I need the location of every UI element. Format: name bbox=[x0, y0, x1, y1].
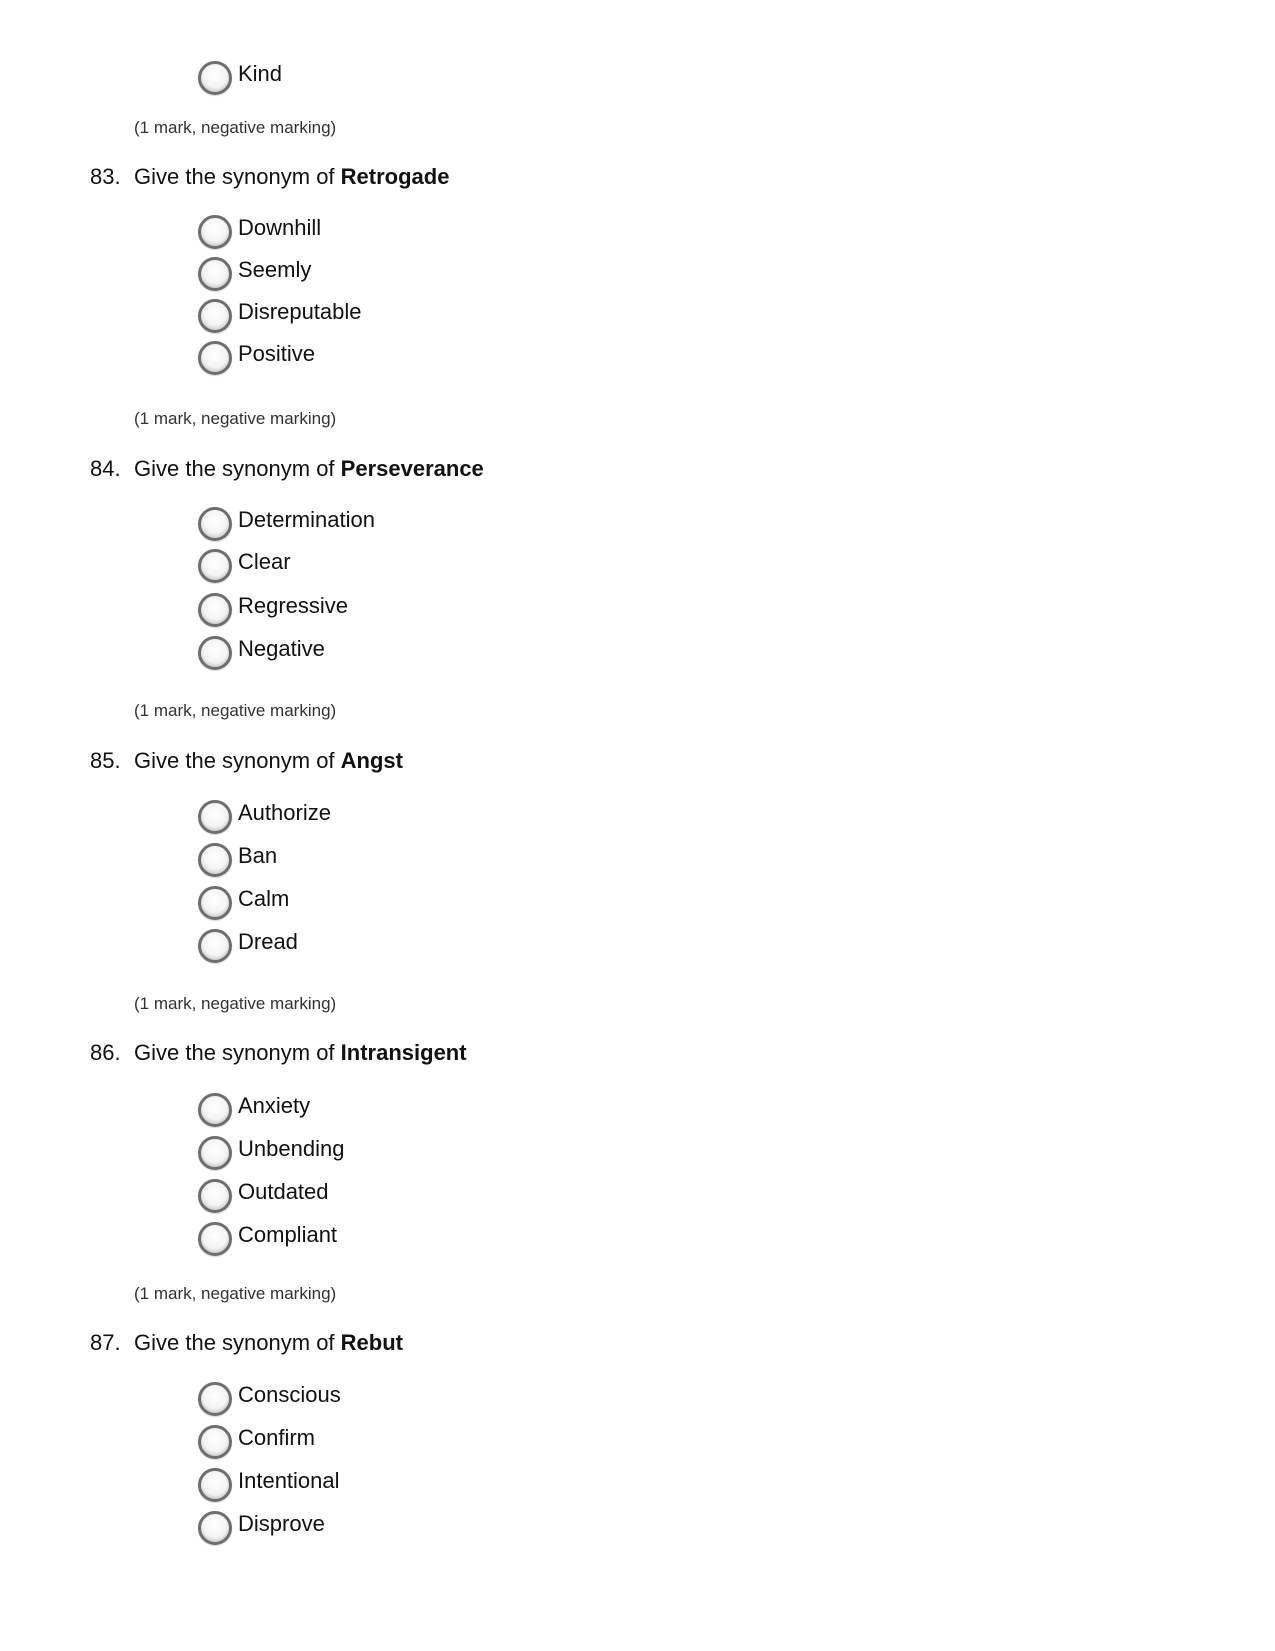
question-87 bbox=[90, 1330, 403, 1356]
option-ban[interactable] bbox=[198, 840, 277, 880]
radio-button[interactable] bbox=[198, 1511, 232, 1545]
option-disreputable[interactable] bbox=[198, 296, 362, 336]
option-determination[interactable] bbox=[198, 504, 375, 544]
marks-note: (1 mark, negative marking) bbox=[134, 409, 337, 428]
marks-note: (1 mark, negative marking) bbox=[134, 701, 337, 720]
question-term: Retrogade bbox=[340, 164, 450, 189]
option-label: Regressive bbox=[238, 593, 349, 618]
marks-note: (1 mark, negative marking) bbox=[134, 994, 337, 1013]
question-prefix: Give the synonym of bbox=[134, 1330, 335, 1355]
option-label: Confirm bbox=[238, 1425, 316, 1450]
option-label: Disprove bbox=[238, 1511, 325, 1536]
question-number: 85. bbox=[90, 748, 121, 773]
radio-button[interactable] bbox=[198, 800, 232, 834]
option-label: Ban bbox=[238, 843, 278, 868]
option-label: Negative bbox=[238, 636, 325, 661]
option-confirm[interactable] bbox=[198, 1422, 315, 1462]
option-label: Seemly bbox=[238, 257, 312, 282]
option-label: Kind bbox=[238, 61, 283, 86]
option-positive[interactable] bbox=[198, 338, 315, 378]
option-label: Conscious bbox=[238, 1382, 341, 1407]
option-regressive[interactable] bbox=[198, 590, 348, 630]
option-label: Outdated bbox=[238, 1179, 329, 1204]
radio-button[interactable] bbox=[198, 507, 232, 541]
option-label: Intentional bbox=[238, 1468, 340, 1493]
question-prefix: Give the synonym of bbox=[134, 748, 335, 773]
question-number: 86. bbox=[90, 1040, 121, 1065]
question-number: 83. bbox=[90, 164, 121, 189]
radio-button[interactable] bbox=[198, 1093, 232, 1127]
radio-button[interactable] bbox=[198, 929, 232, 963]
option-label: Clear bbox=[238, 549, 291, 574]
question-83 bbox=[90, 164, 449, 190]
question-prefix: Give the synonym of bbox=[134, 456, 335, 481]
radio-button[interactable] bbox=[198, 593, 232, 627]
radio-button[interactable] bbox=[198, 1468, 232, 1502]
option-disprove[interactable] bbox=[198, 1508, 325, 1548]
radio-button[interactable] bbox=[198, 549, 232, 583]
option-dread[interactable] bbox=[198, 926, 298, 966]
radio-button[interactable] bbox=[198, 257, 232, 291]
option-intentional[interactable] bbox=[198, 1465, 340, 1505]
option-label: Downhill bbox=[238, 215, 322, 240]
option-label: Unbending bbox=[238, 1136, 345, 1161]
option-label: Authorize bbox=[238, 800, 331, 825]
option-unbending[interactable] bbox=[198, 1133, 344, 1173]
option-seemly[interactable] bbox=[198, 254, 311, 294]
option-label: Disreputable bbox=[238, 299, 362, 324]
option-label: Positive bbox=[238, 341, 316, 366]
radio-button[interactable] bbox=[198, 886, 232, 920]
question-prefix: Give the synonym of bbox=[134, 1040, 335, 1065]
option-label: Compliant bbox=[238, 1222, 338, 1247]
option-calm[interactable] bbox=[198, 883, 289, 923]
marks-note: (1 mark, negative marking) bbox=[134, 1284, 337, 1303]
radio-button[interactable] bbox=[198, 299, 232, 333]
radio-button[interactable] bbox=[198, 636, 232, 670]
option-label: Dread bbox=[238, 929, 298, 954]
option-negative[interactable] bbox=[198, 633, 325, 673]
option-conscious[interactable] bbox=[198, 1379, 341, 1419]
option-outdated[interactable] bbox=[198, 1176, 329, 1216]
radio-button[interactable] bbox=[198, 1136, 232, 1170]
option-label: Determination bbox=[238, 507, 375, 532]
question-term: Perseverance bbox=[340, 456, 484, 481]
question-85 bbox=[90, 748, 403, 774]
question-prefix: Give the synonym of bbox=[134, 164, 335, 189]
option-downhill[interactable] bbox=[198, 212, 321, 252]
radio-button[interactable] bbox=[198, 1179, 232, 1213]
option-compliant[interactable] bbox=[198, 1219, 337, 1259]
question-term: Rebut bbox=[340, 1330, 403, 1355]
question-86 bbox=[90, 1040, 467, 1066]
option-kind[interactable] bbox=[198, 58, 282, 98]
option-authorize[interactable] bbox=[198, 797, 331, 837]
radio-button[interactable] bbox=[198, 341, 232, 375]
option-clear[interactable] bbox=[198, 546, 291, 586]
question-term: Angst bbox=[340, 748, 403, 773]
radio-button[interactable] bbox=[198, 215, 232, 249]
radio-button[interactable] bbox=[198, 843, 232, 877]
radio-button[interactable] bbox=[198, 1222, 232, 1256]
radio-button[interactable] bbox=[198, 1425, 232, 1459]
question-term: Intransigent bbox=[340, 1040, 467, 1065]
option-label: Calm bbox=[238, 886, 290, 911]
option-label: Anxiety bbox=[238, 1093, 311, 1118]
radio-button[interactable] bbox=[198, 61, 232, 95]
option-anxiety[interactable] bbox=[198, 1090, 310, 1130]
question-84 bbox=[90, 456, 484, 482]
question-number: 84. bbox=[90, 456, 121, 481]
radio-button[interactable] bbox=[198, 1382, 232, 1416]
question-number: 87. bbox=[90, 1330, 121, 1355]
marks-note: (1 mark, negative marking) bbox=[134, 118, 337, 137]
